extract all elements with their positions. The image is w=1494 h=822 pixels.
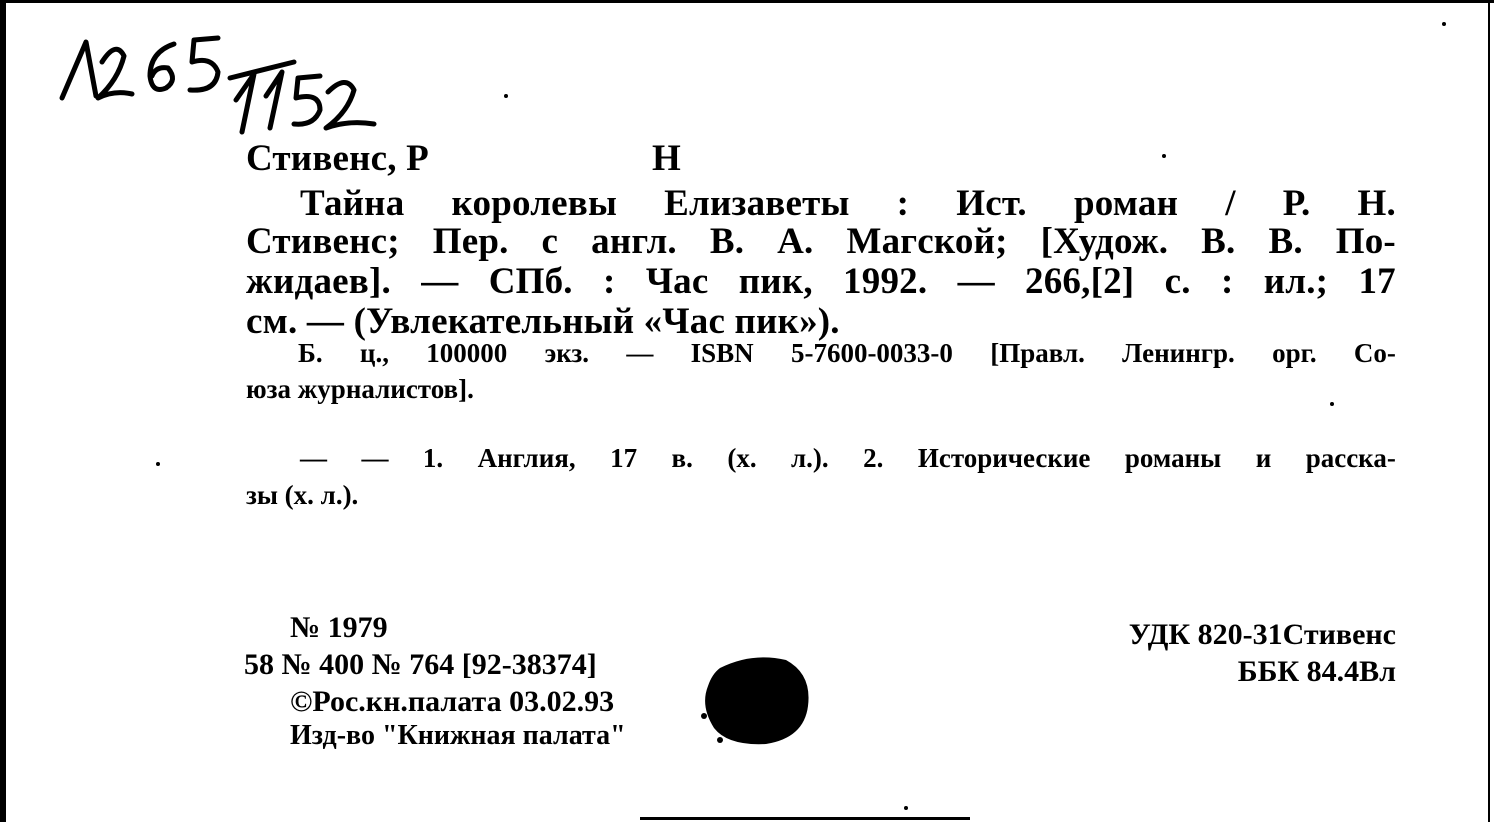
scan-speck	[156, 462, 160, 466]
description-line-4: см. — (Увлекательный «Час пик»).	[246, 301, 840, 342]
card-left-edge	[0, 0, 6, 822]
scan-speck	[1330, 402, 1334, 406]
scan-speck	[504, 94, 508, 98]
author-initial: Н	[652, 138, 681, 179]
description-line-1: Тайна королевы Елизаветы : Ист. роман / Р. Н.	[300, 183, 1396, 224]
description-line-2: Стивенс; Пер. с англ. В. А. Магской; [Худож. В. В. По-	[246, 221, 1396, 262]
scan-speck	[1442, 22, 1446, 26]
card-bottom-edge	[640, 817, 970, 820]
registry-copyright: ©Рос.кн.палата 03.02.93	[290, 685, 615, 718]
registry-codes: 58 № 400 № 764 [92-38374]	[244, 648, 597, 681]
bbk-code: ББК 84.4Вл	[1237, 655, 1396, 688]
card-right-edge	[1488, 0, 1490, 822]
scan-speck	[1162, 154, 1166, 158]
description-line-3: жидаев]. — СПб. : Час пик, 1992. — 266,[2] с. : ил.; 17	[246, 261, 1396, 302]
subjects-line-2: зы (х. л.).	[246, 480, 359, 510]
author-surname: Стивенс, Р	[246, 138, 429, 179]
ink-blot	[700, 650, 812, 746]
handwritten-accession-number	[58, 20, 398, 150]
registry-number: № 1979	[290, 611, 388, 644]
publication-info-line-1: Б. ц., 100000 экз. — ISBN 5-7600-0033-0 [Правл. Ленингр. орг. Со-	[298, 338, 1396, 368]
registry-publisher: Изд-во "Книжная палата"	[290, 720, 626, 751]
udk-code: УДК 820-31Стивенс	[1128, 618, 1396, 651]
publication-info-line-2: юза журналистов].	[246, 374, 474, 404]
card-top-edge	[0, 0, 1494, 3]
scan-speck	[904, 806, 908, 810]
subjects-line-1: — — 1. Англия, 17 в. (х. л.). 2. Исторические романы и расска-	[300, 443, 1396, 473]
